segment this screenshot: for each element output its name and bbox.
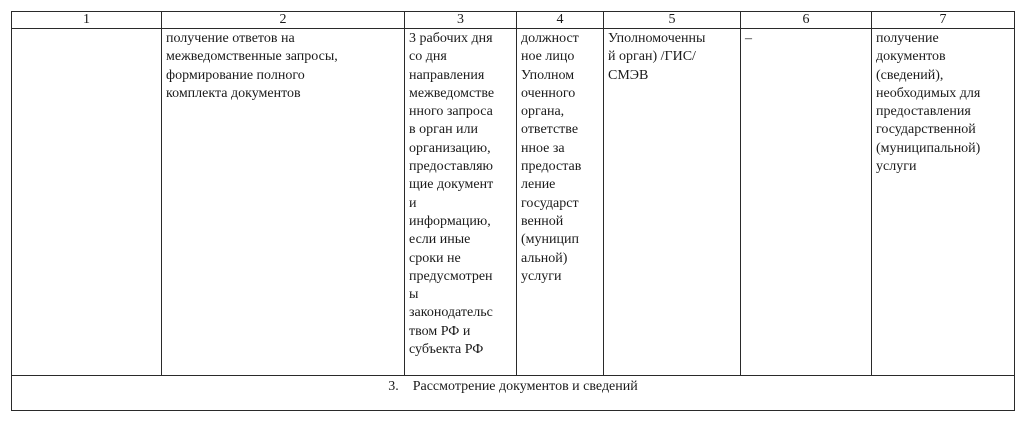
column-header-3: 3 — [405, 12, 517, 29]
cell-responsible-text: должност ное лицо Уполном оченного органа, ответстве нное за предостав ление государст венной (муницип альной) услуги — [521, 31, 582, 284]
section-title: Рассмотрение документов и сведений — [412, 379, 638, 394]
process-table — [11, 11, 1015, 411]
cell-deadline-text: 3 рабочих дня со дня направления межведомстве нного запроса в орган или организацию, предоставляю щие документ и информацию, если иные сроки не предусмотрен ы законодательс твом РФ и субъекта РФ — [409, 31, 495, 358]
cell-result — [872, 29, 1015, 376]
cell-criteria-text: – — [745, 31, 752, 46]
column-header-4: 4 — [517, 12, 604, 29]
section-heading — [12, 376, 1015, 411]
cell-result-text: получение документов (сведений), необходимых для предоставления государственной (муниципальной) услуги — [876, 31, 981, 175]
section-row — [12, 376, 1015, 411]
column-header-6: 6 — [741, 12, 872, 29]
cell-responsible — [517, 29, 604, 376]
cell-deadline — [405, 29, 517, 376]
table-row — [12, 29, 1015, 376]
cell-action — [162, 29, 405, 376]
cell-place — [604, 29, 741, 376]
cell-col1 — [12, 29, 162, 376]
header-row — [12, 12, 1015, 29]
column-header-1: 1 — [12, 12, 162, 29]
column-header-5: 5 — [604, 12, 741, 29]
cell-place-text: Уполномоченны й орган) /ГИС/ СМЭВ — [608, 31, 706, 83]
cell-criteria — [741, 29, 872, 376]
column-header-7: 7 — [872, 12, 1015, 29]
cell-action-text: получение ответов на межведомственные запросы, формирование полного комплекта документов — [166, 31, 338, 101]
column-header-2: 2 — [162, 12, 405, 29]
section-number: 3. — [388, 379, 399, 394]
